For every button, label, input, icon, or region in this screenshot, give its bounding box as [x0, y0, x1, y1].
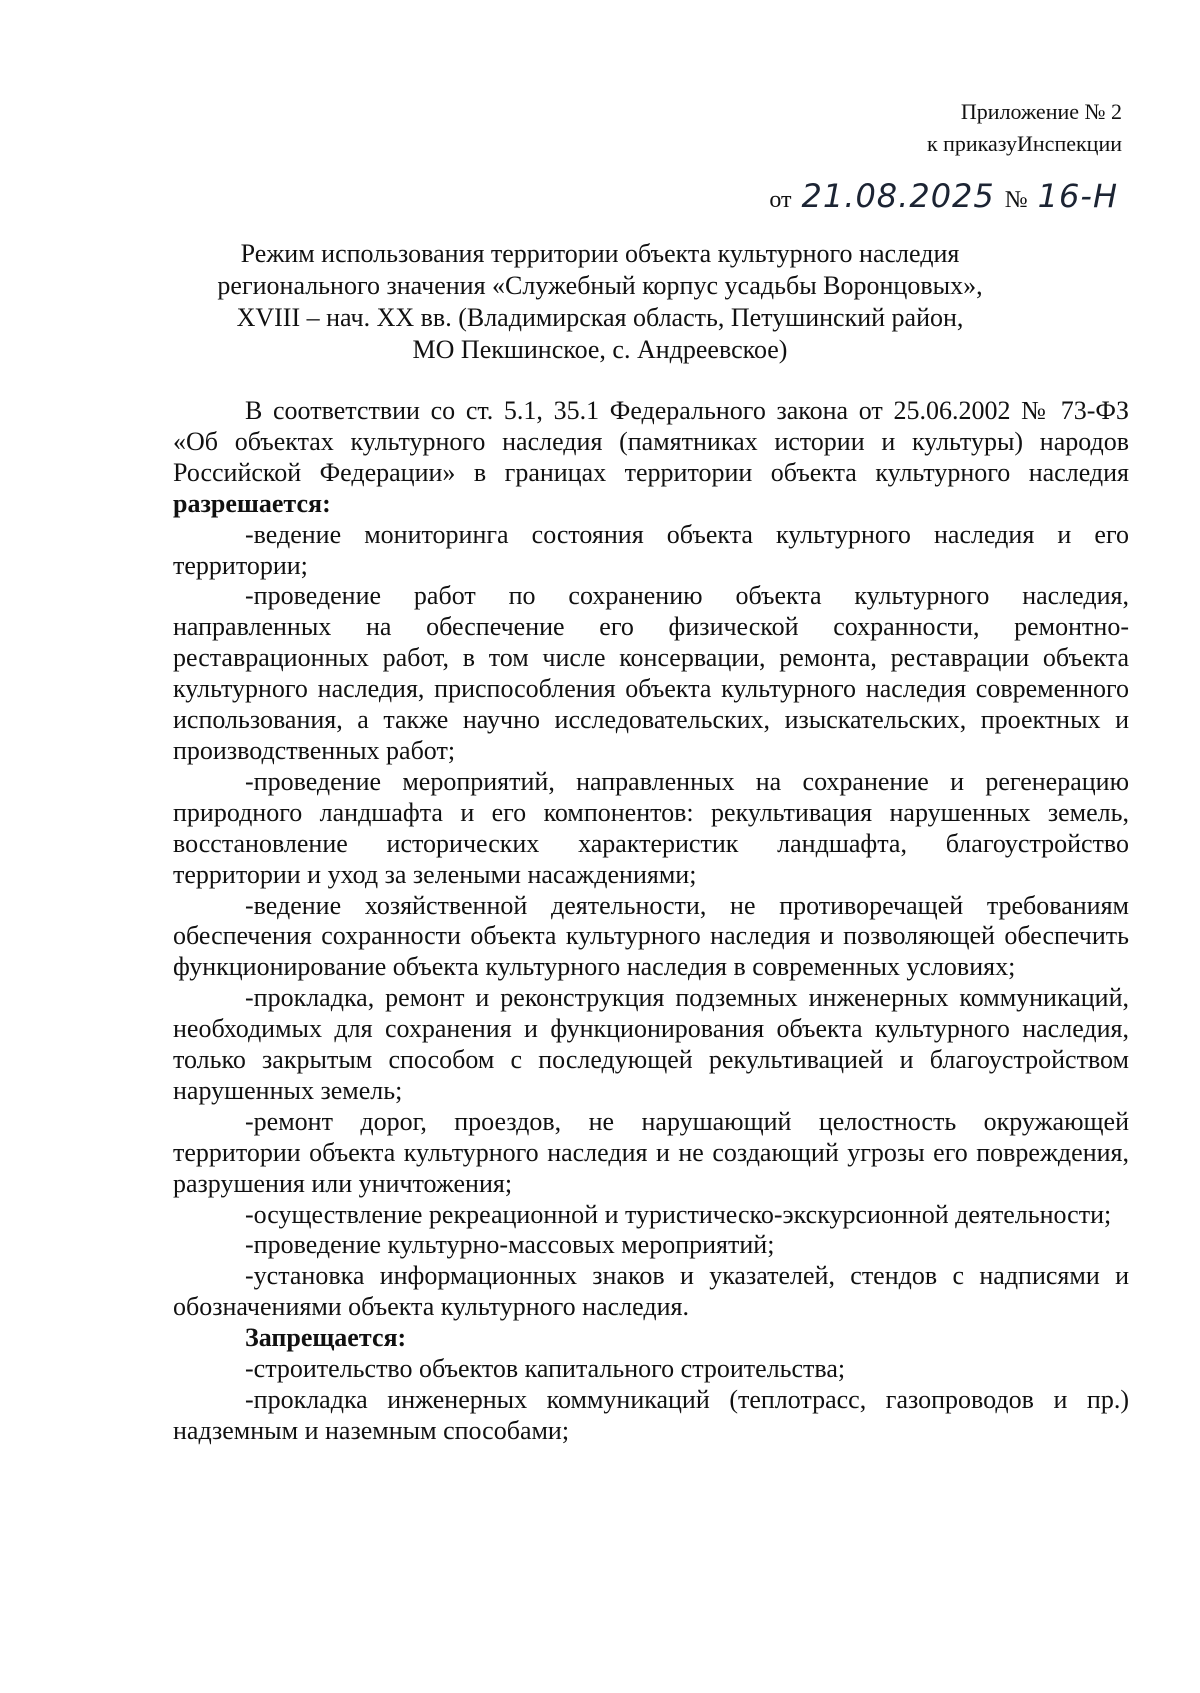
allowed-item: -ведение мониторинга состояния объекта культурного наследия и его территории;	[173, 519, 1129, 580]
title-line: XVIII – нач. XX вв. (Владимирская область, Петушинский район,	[236, 303, 964, 332]
allowed-item: -проведение работ по сохранению объекта культурного наследия, направленных на обеспечение его физической сохранности, ремонтно-реставрационных работ, в том числе консервации, ремонта, реставрации объекта культурного наследия, приспособления объекта культурного наследия современного использования, а также научно исследовательских, изыскательских, проектных и производственных работ;	[173, 581, 1129, 765]
title-line: Режим использования территории объекта культурного наследия	[240, 239, 960, 268]
date-prefix: от	[769, 187, 792, 213]
allowed-item: -осуществление рекреационной и туристическо-экскурсионной деятельности;	[245, 1199, 1112, 1229]
allowed-label: разрешается:	[173, 488, 331, 518]
allowed-item: -установка информационных знаков и указателей, стендов с надписями и обозначениями объекта культурного наследия.	[173, 1261, 1129, 1322]
allowed-item: -проведение мероприятий, направленных на сохранение и регенерацию природного ландшафта и его компонентов: рекультивация нарушенных земель, восстановление исторических характеристик ландшафта, благоустройство территории и уход за зелеными насаждениями;	[173, 766, 1129, 889]
allowed-item: -прокладка, ремонт и реконструкция подземных инженерных коммуникаций, необходимых для сохранения и функционирования объекта культурного наследия, только закрытым способом с последующей рекультивацией и благоустройством нарушенных земель;	[173, 983, 1129, 1105]
allowed-item: -проведение культурно-массовых мероприятий;	[245, 1230, 775, 1260]
intro-text: В соответствии со ст. 5.1, 35.1 Федерального закона от 25.06.2002 № 73-ФЗ «Об объектах культурного наследия (памятниках истории и культуры) народов Российской Федерации» в границах территории объекта культурного наследия	[173, 396, 1129, 487]
document-title	[160, 238, 1040, 366]
forbidden-item: -строительство объектов капитального строительства;	[245, 1354, 846, 1384]
handwritten-number: 16-Н	[1037, 177, 1118, 215]
appendix-reference: к приказуИнспекции	[926, 131, 1122, 156]
handwritten-date: 21.08.2025	[801, 177, 995, 215]
allowed-item: -ведение хозяйственной деятельности, не противоречащей требованиям обеспечения сохранности объекта культурного наследия и позволяющей обеспечить функционирование объекта культурного наследия в современных условиях;	[173, 890, 1129, 982]
forbidden-item: -прокладка инженерных коммуникаций (теплотрасс, газопроводов и пр.) надземным и наземным способами;	[173, 1385, 1129, 1445]
allowed-item: -ремонт дорог, проездов, не нарушающий целостность окружающей территории объекта культурного наследия и не создающий угрозы его повреждения, разрушения или уничтожения;	[173, 1106, 1129, 1198]
intro-paragraph	[173, 396, 1129, 520]
title-line: регионального значения «Служебный корпус усадьбы Воронцовых»,	[217, 271, 983, 300]
appendix-block	[927, 96, 1122, 160]
order-date-line	[769, 178, 1122, 218]
document-body	[173, 396, 1129, 1447]
forbidden-label: Запрещается:	[245, 1323, 407, 1353]
title-line: МО Пекшинское, с. Андреевское)	[412, 335, 788, 364]
appendix-number: Приложение № 2	[960, 99, 1122, 124]
number-prefix: №	[1004, 187, 1028, 213]
